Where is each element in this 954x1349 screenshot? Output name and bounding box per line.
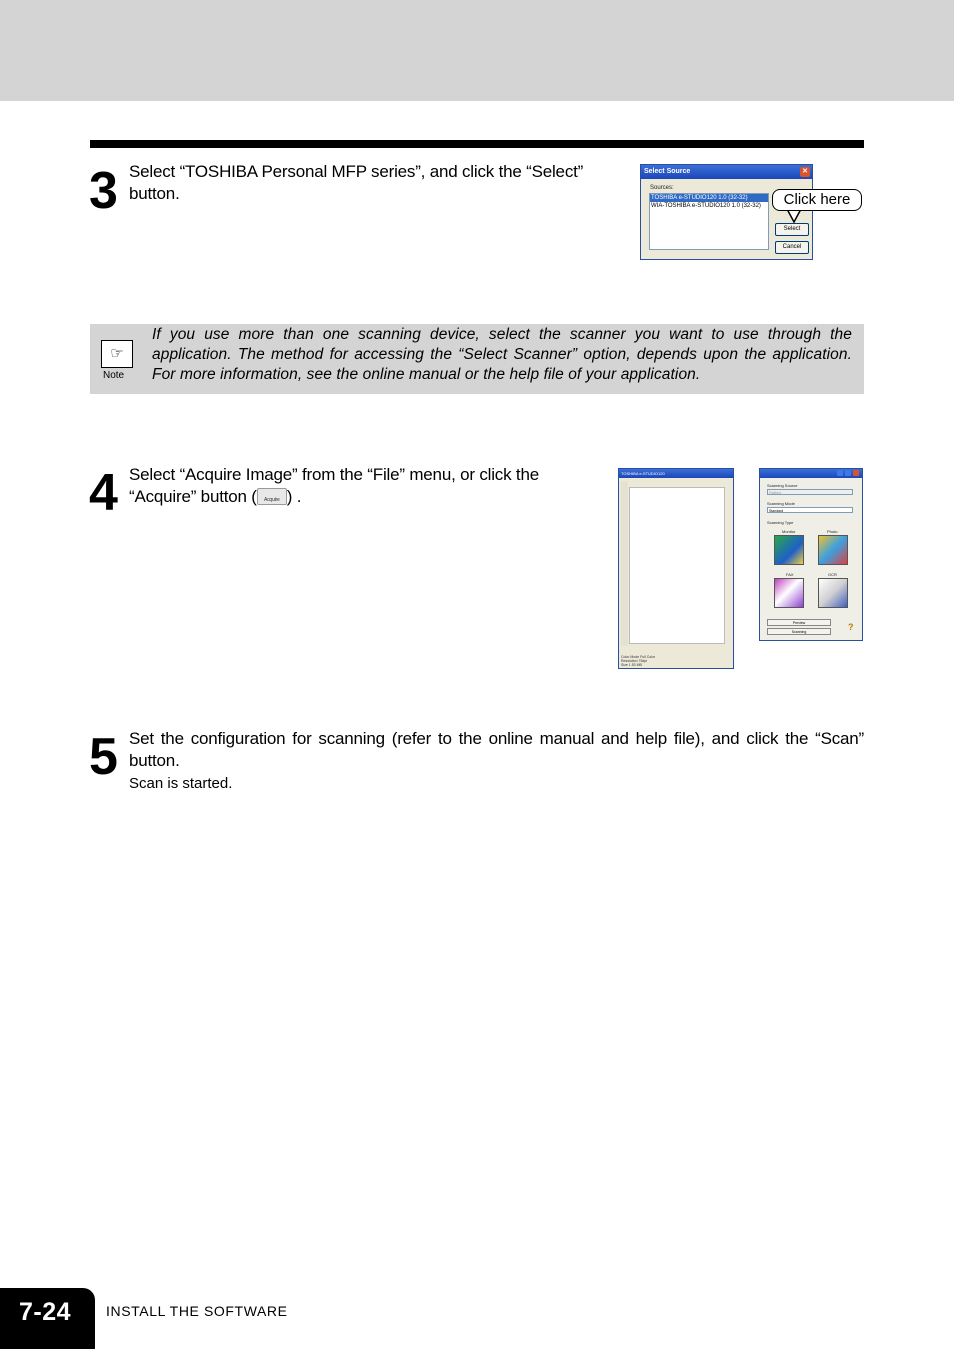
status-area bbox=[621, 655, 655, 667]
scan-dialog-title-bar bbox=[760, 469, 862, 478]
scanning-source-label: Scanning Source bbox=[767, 483, 798, 488]
step-3-text: Select “TOSHIBA Personal MFP series”, and click the “Select” button. bbox=[129, 162, 584, 203]
scan-button[interactable]: Scanning bbox=[767, 628, 831, 635]
step-3-number: 3 bbox=[89, 162, 116, 220]
ocr-type-icon[interactable] bbox=[818, 578, 848, 608]
status-value: 1.53 MB bbox=[628, 663, 642, 667]
help-icon[interactable]: ? bbox=[848, 622, 854, 632]
callout-pointer-icon bbox=[786, 209, 802, 223]
scanning-source-select[interactable]: Flatbed bbox=[767, 489, 853, 495]
step-5-number: 5 bbox=[89, 728, 116, 786]
status-label: Color Mode bbox=[621, 655, 640, 659]
pointing-hand-icon: ☞ bbox=[101, 340, 133, 368]
scanning-mode-select[interactable]: Standard bbox=[767, 507, 853, 513]
status-label: Resolution bbox=[621, 659, 638, 663]
image-canvas bbox=[629, 487, 725, 644]
fax-type-icon[interactable] bbox=[774, 578, 804, 608]
dialog-title-bar bbox=[641, 165, 812, 179]
thumbnail-strip bbox=[621, 481, 628, 646]
click-here-callout: Click here bbox=[772, 189, 862, 211]
preview-button[interactable]: Preview bbox=[767, 619, 831, 626]
select-button[interactable]: Select bbox=[775, 223, 809, 236]
step-4-text bbox=[129, 464, 569, 508]
minimize-icon[interactable] bbox=[837, 470, 843, 476]
note-label: Note bbox=[103, 370, 125, 381]
close-icon[interactable] bbox=[853, 470, 859, 476]
sources-label: Sources: bbox=[650, 185, 674, 191]
type-label-fax: FAX bbox=[786, 572, 794, 577]
acquire-button-label: Acquire bbox=[263, 497, 280, 504]
scan-dialog-screenshot bbox=[759, 468, 863, 641]
step-4-number: 4 bbox=[89, 464, 116, 522]
sources-list[interactable] bbox=[649, 193, 769, 250]
step-5-text: Set the configuration for scanning (refer to the online manual and help file), and click the “Scan” button. bbox=[129, 729, 864, 770]
cancel-button[interactable]: Cancel bbox=[775, 241, 809, 254]
scanning-mode-label: Scanning Mode bbox=[767, 501, 795, 506]
photo-type-icon[interactable] bbox=[818, 535, 848, 565]
close-icon[interactable]: ✕ bbox=[800, 167, 810, 177]
status-label: Size bbox=[621, 663, 628, 667]
step-5-subtext: Scan is started. bbox=[129, 775, 233, 792]
app-window-screenshot bbox=[618, 468, 734, 669]
status-value: Full Color bbox=[640, 655, 656, 659]
type-label-ocr: OCR bbox=[828, 572, 837, 577]
section-rule bbox=[90, 140, 864, 148]
scanning-type-label: Scanning Type bbox=[767, 520, 794, 525]
status-value: 75dpi bbox=[638, 659, 648, 663]
app-window-title: TOSHIBA e-STUDIO120 bbox=[619, 469, 733, 478]
step-4-text-after: ) . bbox=[286, 487, 302, 506]
header-band bbox=[0, 0, 954, 101]
page-number: 7-24 bbox=[0, 1288, 95, 1349]
step-4-text-before: Select “Acquire Image” from the “File” menu, or click the “Acquire” button ( bbox=[129, 465, 539, 506]
list-item[interactable]: TOSHIBA e-STUDIO120 1.0 (32-32) bbox=[650, 194, 768, 202]
type-label-monitor: Monitor bbox=[782, 529, 796, 534]
section-title: INSTALL THE SOFTWARE bbox=[106, 1303, 288, 1319]
note-text: If you use more than one scanning device, select the scanner you want to use through the application. The method for accessing the “Select Scanner” option, depends upon the application. For more information, see the online manual or the help file of your application. bbox=[152, 326, 852, 383]
acquire-button[interactable] bbox=[257, 488, 287, 505]
maximize-icon[interactable] bbox=[845, 470, 851, 476]
monitor-type-icon[interactable] bbox=[774, 535, 804, 565]
dialog-title: Select Source bbox=[644, 168, 691, 175]
list-item[interactable]: WIA-TOSHIBA e-STUDIO120 1.0 (32-32) bbox=[651, 203, 761, 209]
type-label-photo: Photo bbox=[827, 529, 838, 534]
note-box bbox=[90, 324, 864, 394]
